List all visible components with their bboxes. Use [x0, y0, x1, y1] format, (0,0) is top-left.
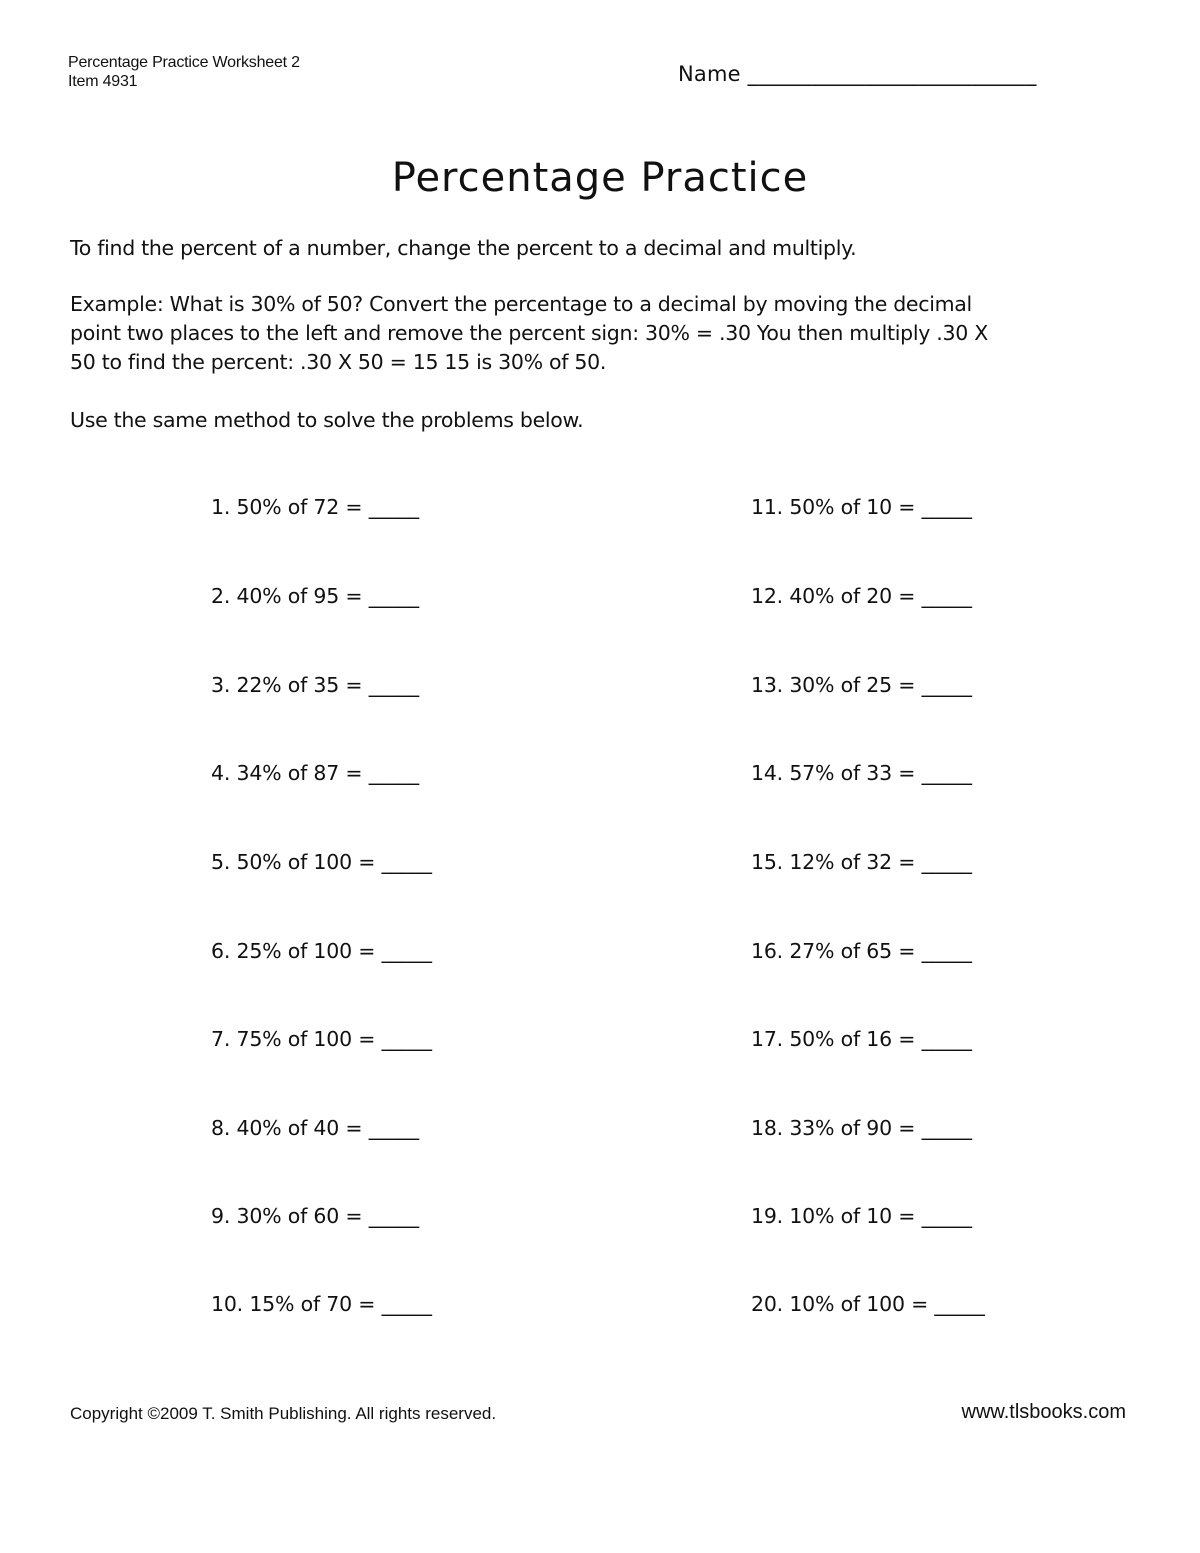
example-text [70, 290, 1120, 377]
problem-2: 2. 40% of 95 = _____ [211, 584, 419, 608]
problem-8: 8. 40% of 40 = _____ [211, 1116, 419, 1140]
problem-12: 12. 40% of 20 = _____ [751, 584, 972, 608]
example-line: 50 to find the percent: .30 X 50 = 15 15 is 30% of 50. [70, 350, 607, 374]
problem-11: 11. 50% of 10 = _____ [751, 495, 972, 519]
example-line: point two places to the left and remove the percent sign: 30% = .30 You then multiply .30 X [70, 321, 988, 345]
problem-3: 3. 22% of 35 = _____ [211, 673, 419, 697]
problem-9: 9. 30% of 60 = _____ [211, 1204, 419, 1228]
copyright-notice: Copyright ©2009 T. Smith Publishing. All rights reserved. [70, 1404, 497, 1423]
problem-18: 18. 33% of 90 = _____ [751, 1116, 972, 1140]
intro-text: To find the percent of a number, change the percent to a decimal and multiply. [70, 236, 857, 260]
problem-13: 13. 30% of 25 = _____ [751, 673, 972, 697]
problem-14: 14. 57% of 33 = _____ [751, 761, 972, 785]
problem-19: 19. 10% of 10 = _____ [751, 1204, 972, 1228]
worksheet-header [68, 53, 300, 91]
problem-17: 17. 50% of 16 = _____ [751, 1027, 972, 1051]
problem-7: 7. 75% of 100 = _____ [211, 1027, 432, 1051]
problem-16: 16. 27% of 65 = _____ [751, 939, 972, 963]
method-text: Use the same method to solve the problems below. [70, 408, 584, 432]
problem-6: 6. 25% of 100 = _____ [211, 939, 432, 963]
problem-10: 10. 15% of 70 = _____ [211, 1292, 432, 1316]
problem-15: 15. 12% of 32 = _____ [751, 850, 972, 874]
website-url: www.tlsbooks.com [961, 1401, 1126, 1423]
page-title: Percentage Practice [391, 155, 809, 201]
example-line: Example: What is 30% of 50? Convert the percentage to a decimal by moving the decimal [70, 292, 972, 316]
problem-4: 4. 34% of 87 = _____ [211, 761, 419, 785]
item-number: Item 4931 [68, 73, 138, 90]
problem-5: 5. 50% of 100 = _____ [211, 850, 432, 874]
worksheet-title: Percentage Practice Worksheet 2 [68, 54, 300, 71]
problem-20: 20. 10% of 100 = _____ [751, 1292, 985, 1316]
problem-1: 1. 50% of 72 = _____ [211, 495, 419, 519]
name-field: Name ___________________________ [678, 62, 1037, 86]
